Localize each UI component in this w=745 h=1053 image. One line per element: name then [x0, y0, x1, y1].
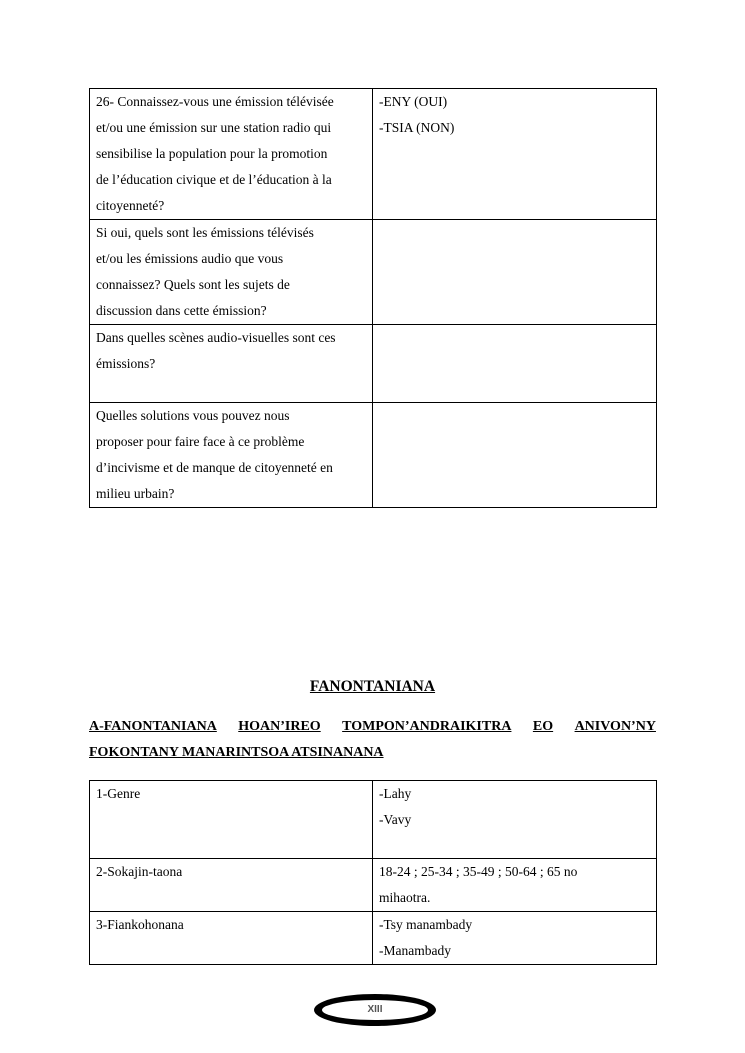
question-line: et/ou les émissions audio que vous	[96, 251, 284, 266]
question-cell	[90, 912, 373, 965]
question-line: 26- Connaissez-vous une émission télévisée	[96, 94, 334, 109]
section-heading	[89, 714, 656, 766]
answer-option: -Vavy	[379, 812, 412, 827]
question-line: citoyenneté?	[96, 198, 165, 213]
heading-word: ANIVON’NY	[574, 719, 656, 734]
question-line: 3-Fiankohonana	[96, 917, 184, 932]
table-row	[90, 220, 657, 325]
question-line: milieu urbain?	[96, 486, 175, 501]
answer-option: 18-24 ; 25-34 ; 35-49 ; 50-64 ; 65 no	[379, 864, 578, 879]
question-line: émissions?	[96, 356, 156, 371]
answer-cell	[373, 325, 657, 403]
question-line: proposer pour faire face à ce problème	[96, 434, 305, 449]
page-number: XIII	[367, 1004, 383, 1015]
answer-option: -TSIA (NON)	[379, 120, 455, 135]
question-line: sensibilise la population pour la promotion	[96, 146, 328, 161]
section-heading-line-1	[89, 714, 656, 740]
question-line: Quelles solutions vous pouvez nous	[96, 408, 290, 423]
page-number-badge	[312, 992, 438, 1028]
answer-option: mihaotra.	[379, 890, 431, 905]
question-cell	[90, 89, 373, 220]
answer-cell	[373, 781, 657, 859]
question-cell	[90, 859, 373, 912]
question-line: de l’éducation civique et de l’éducation à la	[96, 172, 332, 187]
survey-table-2	[89, 780, 657, 965]
answer-cell	[373, 403, 657, 508]
answer-option: -Manambady	[379, 943, 451, 958]
survey-table-1	[89, 88, 657, 508]
table-row	[90, 912, 657, 965]
question-line: d’incivisme et de manque de citoyenneté en	[96, 460, 333, 475]
heading-word: A-FANONTANIANA	[89, 719, 217, 734]
question-line: et/ou une émission sur une station radio qui	[96, 120, 332, 135]
question-cell	[90, 220, 373, 325]
question-cell	[90, 403, 373, 508]
heading-word: TOMPON’ANDRAIKITRA	[342, 719, 512, 734]
question-line: 1-Genre	[96, 786, 141, 801]
table-row	[90, 89, 657, 220]
heading-word: HOAN’IREO	[238, 719, 321, 734]
page-title: FANONTANIANA	[309, 678, 436, 695]
table-row	[90, 403, 657, 508]
answer-cell	[373, 859, 657, 912]
question-line: Si oui, quels sont les émissions télévisés	[96, 225, 314, 240]
question-cell	[90, 325, 373, 403]
table-row	[90, 325, 657, 403]
answer-option: -ENY (OUI)	[379, 94, 448, 109]
question-line: Dans quelles scènes audio-visuelles sont ces	[96, 330, 336, 345]
answer-option: -Lahy	[379, 786, 412, 801]
question-line: 2-Sokajin-taona	[96, 864, 183, 879]
answer-cell	[373, 912, 657, 965]
question-line: connaissez? Quels sont les sujets de	[96, 277, 290, 292]
answer-cell	[373, 220, 657, 325]
table-row	[90, 859, 657, 912]
section-heading-line-2: FOKONTANY MANARINTSOA ATSINANANA	[89, 745, 384, 760]
question-cell	[90, 781, 373, 859]
answer-option: -Tsy manambady	[379, 917, 473, 932]
heading-word: EO	[532, 719, 554, 734]
answer-cell	[373, 89, 657, 220]
question-line: discussion dans cette émission?	[96, 303, 267, 318]
table-row	[90, 781, 657, 859]
